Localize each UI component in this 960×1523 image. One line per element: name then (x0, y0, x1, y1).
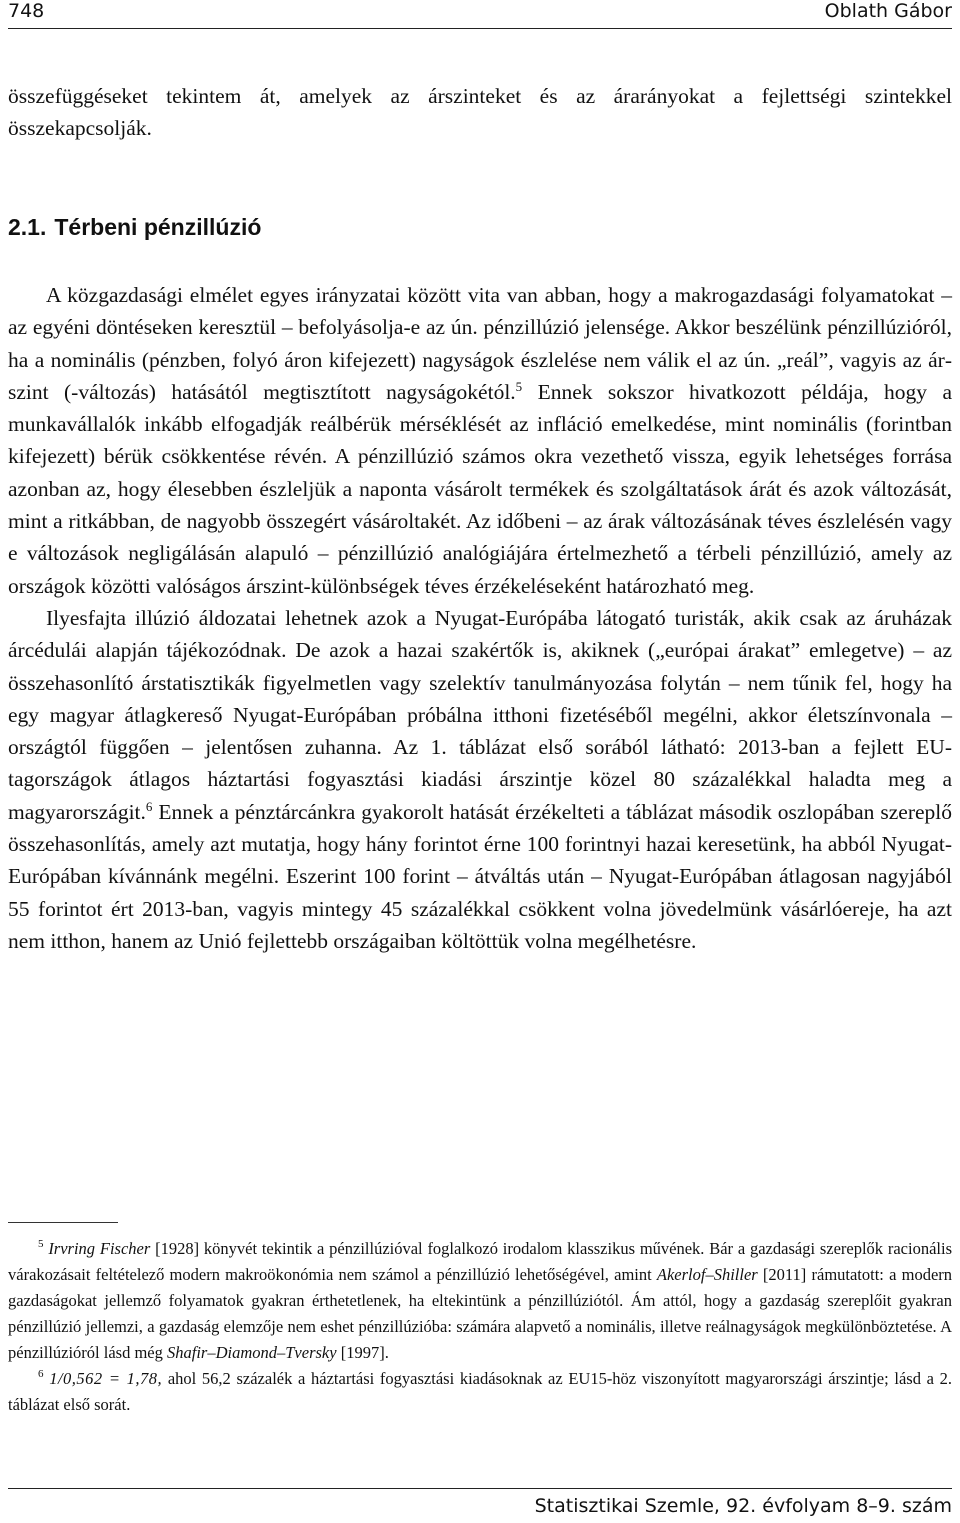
header-rule (8, 28, 952, 29)
footnote-ref-5[interactable]: 5 (515, 378, 523, 394)
footnotes (8, 1236, 952, 1418)
footnote-5-author-fischer: Irvring Fischer (48, 1239, 151, 1258)
footnote-6-mark: 6 (38, 1368, 44, 1380)
footnote-5-author-shafir: Shafir–Diamond–Tversky (167, 1343, 337, 1362)
footnote-5-text-b: [2011] rámutatott: a modern gazdaságokat jellemző folyamatok gyakran érthetetlenek, ha eltekintünk a pénzillúziótól. Ám attól, hogy a gazdaság szereplőit gyakran pénzillúzió jellemzi, a gazdaság elemzője nem eshet pénzillúzióba: számára alapvető a nominális, illetve reálnagyságok megkülönböztetése. A pénzillúzióról lásd még (8, 1265, 953, 1362)
paragraph-1 (8, 279, 952, 602)
paragraph-1-text-b: Ennek sokszor hivatkozott példája, hogy a munkavállalók inkább elfogadják reálbérük mérséklését az infláció emelkedése, mint nominális (forintban kifejezett) bérük csökkentése révén. A pénzillúzió számos okra vezethető vissza, egyik lehetséges forrása azonban az, hogy élesebben észleljük a naponta vásárolt termékek és szolgáltatások árát és azok változását, mint a ritkábban, de nagyobb összegért vásároltakét. Az időbeni – az árak változásának téves észlelésén vagy e változások negligálásán alapuló – pénzillúzió analógiájára értelmezhető a térbeli pénzillúzió, amely az országok közötti valóságos árszint-különbségek téves érzékeléseként határozható meg. (8, 379, 952, 598)
paragraph-2 (8, 602, 952, 957)
footnote-6-formula: 1/0,562 = 1,78, (49, 1369, 163, 1388)
footnote-rule (8, 1222, 118, 1223)
paragraph-2-text-a: Ilyesfajta illúzió áldozatai lehetnek azok a Nyugat-Európába látogató turisták, akik csak az áruházak árcédulái alapján tájékozódnak. De azok a hazai szakértők is, akiknek („európai árakat” emlegetve) – az összehasonlító árstatisztikák figyelmetlen vagy szelektív tanulmányozása folytán – nem tűnik fel, hogy ha egy magyar átlagkereső Nyugat-Európában próbálna itthoni fizetéséből megélni, akkor életszínvonala – országtól függően – jelentősen zuhanna. Az 1. táblázat első sorából látható: 2013-ban a fejlett EU-tagországok átlagos háztartási fogyasztási kiadási árszintje közel 80 százalékkal haladta meg a magyarországit. (8, 605, 952, 824)
section-number: 2.1. (8, 214, 47, 240)
footer-rule (8, 1488, 952, 1489)
section-body (8, 279, 952, 957)
footnote-ref-6[interactable]: 6 (145, 798, 153, 814)
running-footer: Statisztikai Szemle, 92. évfolyam 8–9. szám (534, 1495, 952, 1517)
footnote-6 (8, 1366, 952, 1418)
footnote-5-text-c: [1997]. (336, 1343, 389, 1362)
section-title: Térbeni pénzillúzió (54, 214, 262, 240)
paragraph-1-text-a: A közgazdasági elmélet egyes irányzatai között vita van abban, hogy a makrogazdasági folyamatokat – az egyéni döntéseken keresztül – befolyásolja-e az ún. pénzillúzió jelensége. Akkor beszélünk pénzillúzióról, ha a nominális (pénzben, folyó áron kifejezett) nagyságok észlelése nem válik el az ún. „reál”, vagyis az árszint (-változás) hatásától megtisztított nagyságokétól. (8, 283, 952, 404)
footnote-5-author-akerlof-shiller: Akerlof–Shiller (656, 1265, 758, 1284)
page-number: 748 (8, 0, 45, 22)
running-header-author: Oblath Gábor (824, 0, 952, 22)
paragraph-2-text-b: Ennek a pénztárcánkra gyakorolt hatását érzékelteti a táblázat második oszlopában szereplő összehasonlítás, amely azt mutatja, hogy hány forintot érne 100 forintnyi hazai keresetünk, ha abból Nyugat-Európában kívánnánk megélni. Eszerint 100 forint – átváltás után – Nyugat-Európában átlagosan nagyjából 55 forintot ért 2013-ban, vagyis mintegy 45 százalékkal csökkent volna jövedelmünk vásárlóereje, ha azt nem itthon, hanem az Unió fejlettebb országaiban költöttük volna megélhetésre. (8, 799, 952, 953)
footnote-5-mark: 5 (38, 1238, 44, 1250)
footnote-6-text: ahol 56,2 százalék a háztartási fogyasztási kiadásoknak az EU15-höz viszonyított magyarországi árszintje; lásd a 2. táblázat első sorát. (8, 1369, 953, 1414)
intro-text: összefüggéseket tekintem át, amelyek az árszinteket és az árarányokat a fejlettségi szintekkel összekapcsolják. (8, 84, 952, 141)
intro-paragraph (8, 80, 952, 145)
footnote-5-text-a: [1928] könyvét tekintik a pénzillúzióval foglalkozó irodalom klasszikus művének. Bár a gazdasági szereplők racionális várakozásait feltételező modern makroökonómia nem számol a pénzillúzió lehetőségével, amint (8, 1239, 952, 1284)
footnote-5 (8, 1236, 952, 1366)
section-heading (8, 212, 261, 242)
running-header (8, 0, 952, 24)
